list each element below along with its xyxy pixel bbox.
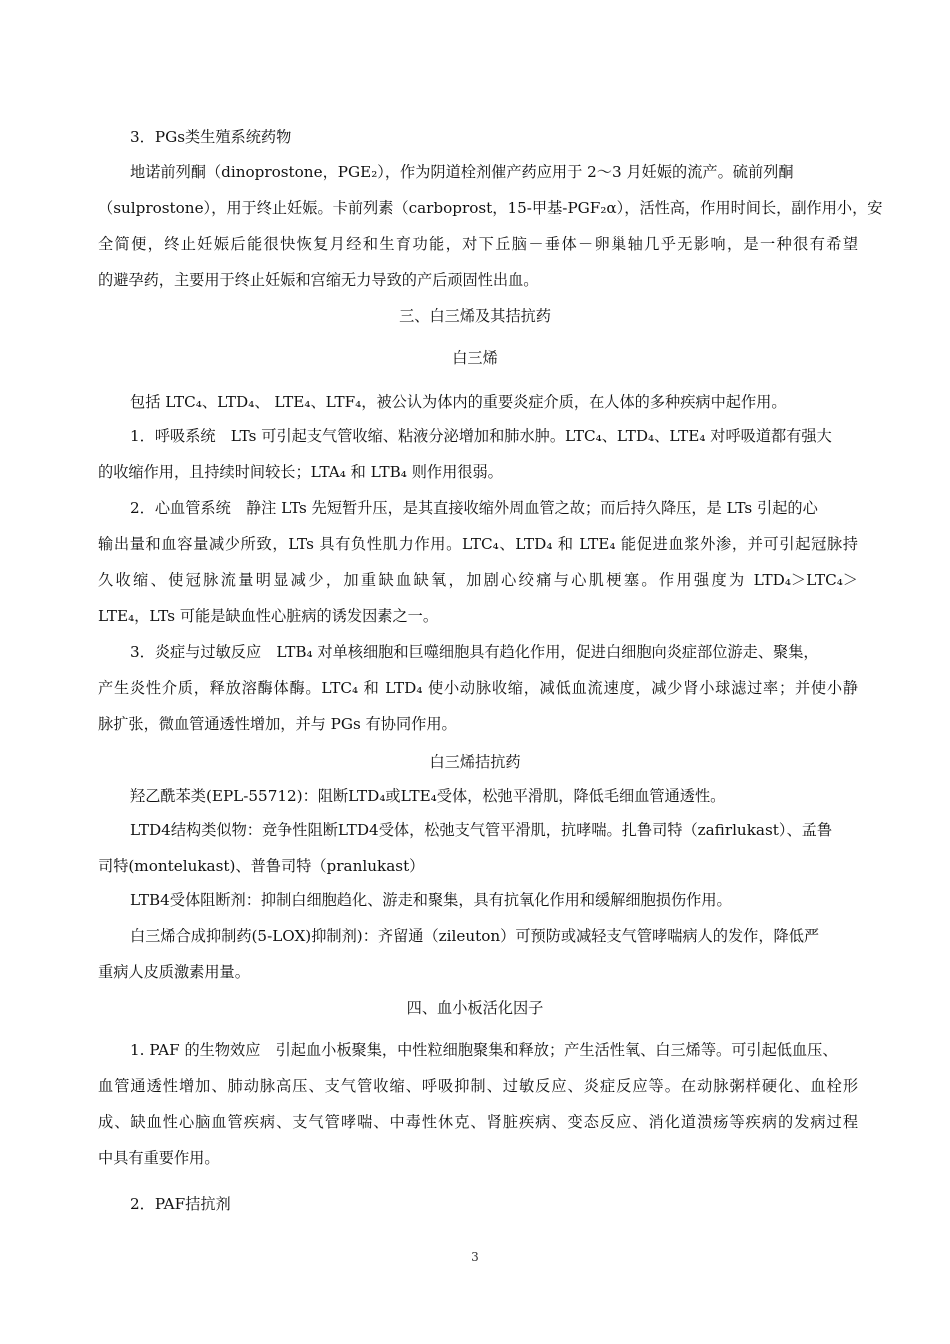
paragraph-line: 司特(montelukast)、普鲁司特（pranlukast） bbox=[98, 857, 425, 875]
paragraph-line: （sulprostone），用于终止妊娠。卡前列素（carboprost，15-甲基-PGF₂α），活性高，作用时间长，副作用小，安 bbox=[98, 199, 883, 217]
page-number: 3 bbox=[471, 1250, 479, 1264]
paragraph-line: LTD4结构类似物：竞争性阻断LTD4受体，松弛支气管平滑肌，抗哮喘。扎鲁司特（zafirlukast）、孟鲁 bbox=[130, 821, 833, 839]
paragraph-line: 1. PAF 的生物效应 引起血小板聚集，中性粒细胞聚集和释放；产生活性氧、白三烯等。可引起低血压、 bbox=[130, 1041, 838, 1059]
paragraph-line: 输出量和血容量减少所致，LTs 具有负性肌力作用。LTC₄、LTD₄ 和 LTE₄ 能促进血浆外渗，并可引起冠脉持 bbox=[98, 535, 858, 553]
paragraph-line: 的避孕药，主要用于终止妊娠和宫缩无力导致的产后顽固性出血。 bbox=[98, 271, 539, 289]
paragraph-line: LTB4受体阻断剂：抑制白细胞趋化、游走和聚集，具有抗氧化作用和缓解细胞损伤作用。 bbox=[130, 891, 732, 909]
paragraph-line: 羟乙酰苯类(EPL-55712)：阻断LTD₄或LTE₄受体，松弛平滑肌，降低毛细血管通透性。 bbox=[130, 787, 726, 805]
paragraph-line: 久收缩、使冠脉流量明显减少，加重缺血缺氧，加剧心绞痛与心肌梗塞。作用强度为 LTD₄＞LTC₄＞ bbox=[98, 571, 858, 589]
paragraph-line: 产生炎性介质，释放溶酶体酶。LTC₄ 和 LTD₄ 使小动脉收缩，减低血流速度，减少肾小球滤过率；并使小静 bbox=[98, 679, 858, 697]
paragraph-line: LTE₄，LTs 可能是缺血性心脏病的诱发因素之一。 bbox=[98, 607, 439, 625]
paragraph-line: 全简便，终止妊娠后能很快恢复月经和生育功能，对下丘脑－垂体－卵巢轴几乎无影响，是一种很有希望 bbox=[98, 235, 858, 253]
subsection-heading: 白三烯拮抗药 bbox=[429, 753, 521, 771]
paragraph-line: 3．炎症与过敏反应 LTB₄ 对单核细胞和巨噬细胞具有趋化作用，促进白细胞向炎症部位游走、聚集， bbox=[130, 643, 819, 661]
paragraph-line: 包括 LTC₄、LTD₄、 LTE₄、LTF₄，被公认为体内的重要炎症介质，在人体的多种疾病中起作用。 bbox=[130, 393, 787, 411]
paragraph-line: 白三烯合成抑制药(5-LOX)抑制剂)：齐留通（zileuton）可预防或减轻支气管哮喘病人的发作，降低严 bbox=[130, 927, 820, 945]
paragraph-line: 血管通透性增加、肺动脉高压、支气管收缩、呼吸抑制、过敏反应、炎症反应等。在动脉粥样硬化、血栓形 bbox=[98, 1077, 858, 1095]
heading-pgs-reproductive: 3．PGs类生殖系统药物 bbox=[130, 128, 292, 146]
paragraph-line: 重病人皮质激素用量。 bbox=[98, 963, 250, 981]
section-heading: 四、血小板活化因子 bbox=[406, 999, 544, 1017]
paragraph-line: 脉扩张，微血管通透性增加，并与 PGs 有协同作用。 bbox=[98, 715, 457, 733]
paragraph-line: 地诺前列酮（dinoprostone，PGE₂），作为阴道栓剂催产药应用于 2～3 月妊娠的流产。硫前列酮 bbox=[130, 163, 794, 181]
paragraph-line: 的收缩作用，且持续时间较长；LTA₄ 和 LTB₄ 则作用很弱。 bbox=[98, 463, 503, 481]
section-heading: 三、白三烯及其拮抗药 bbox=[399, 307, 551, 325]
heading-paf-antagonist: 2．PAF拮抗剂 bbox=[130, 1195, 231, 1213]
subsection-heading: 白三烯 bbox=[452, 349, 498, 367]
paragraph-line: 1．呼吸系统 LTs 可引起支气管收缩、粘液分泌增加和肺水肿。LTC₄、LTD₄、LTE₄ 对呼吸道都有强大 bbox=[130, 427, 832, 445]
paragraph-line: 2．心血管系统 静注 LTs 先短暂升压，是其直接收缩外周血管之故；而后持久降压，是 LTs 引起的心 bbox=[130, 499, 818, 517]
paragraph-line: 中具有重要作用。 bbox=[98, 1149, 220, 1167]
paragraph-line: 成、缺血性心脑血管疾病、支气管哮喘、中毒性休克、肾脏疾病、变态反应、消化道溃疡等疾病的发病过程 bbox=[98, 1113, 858, 1131]
